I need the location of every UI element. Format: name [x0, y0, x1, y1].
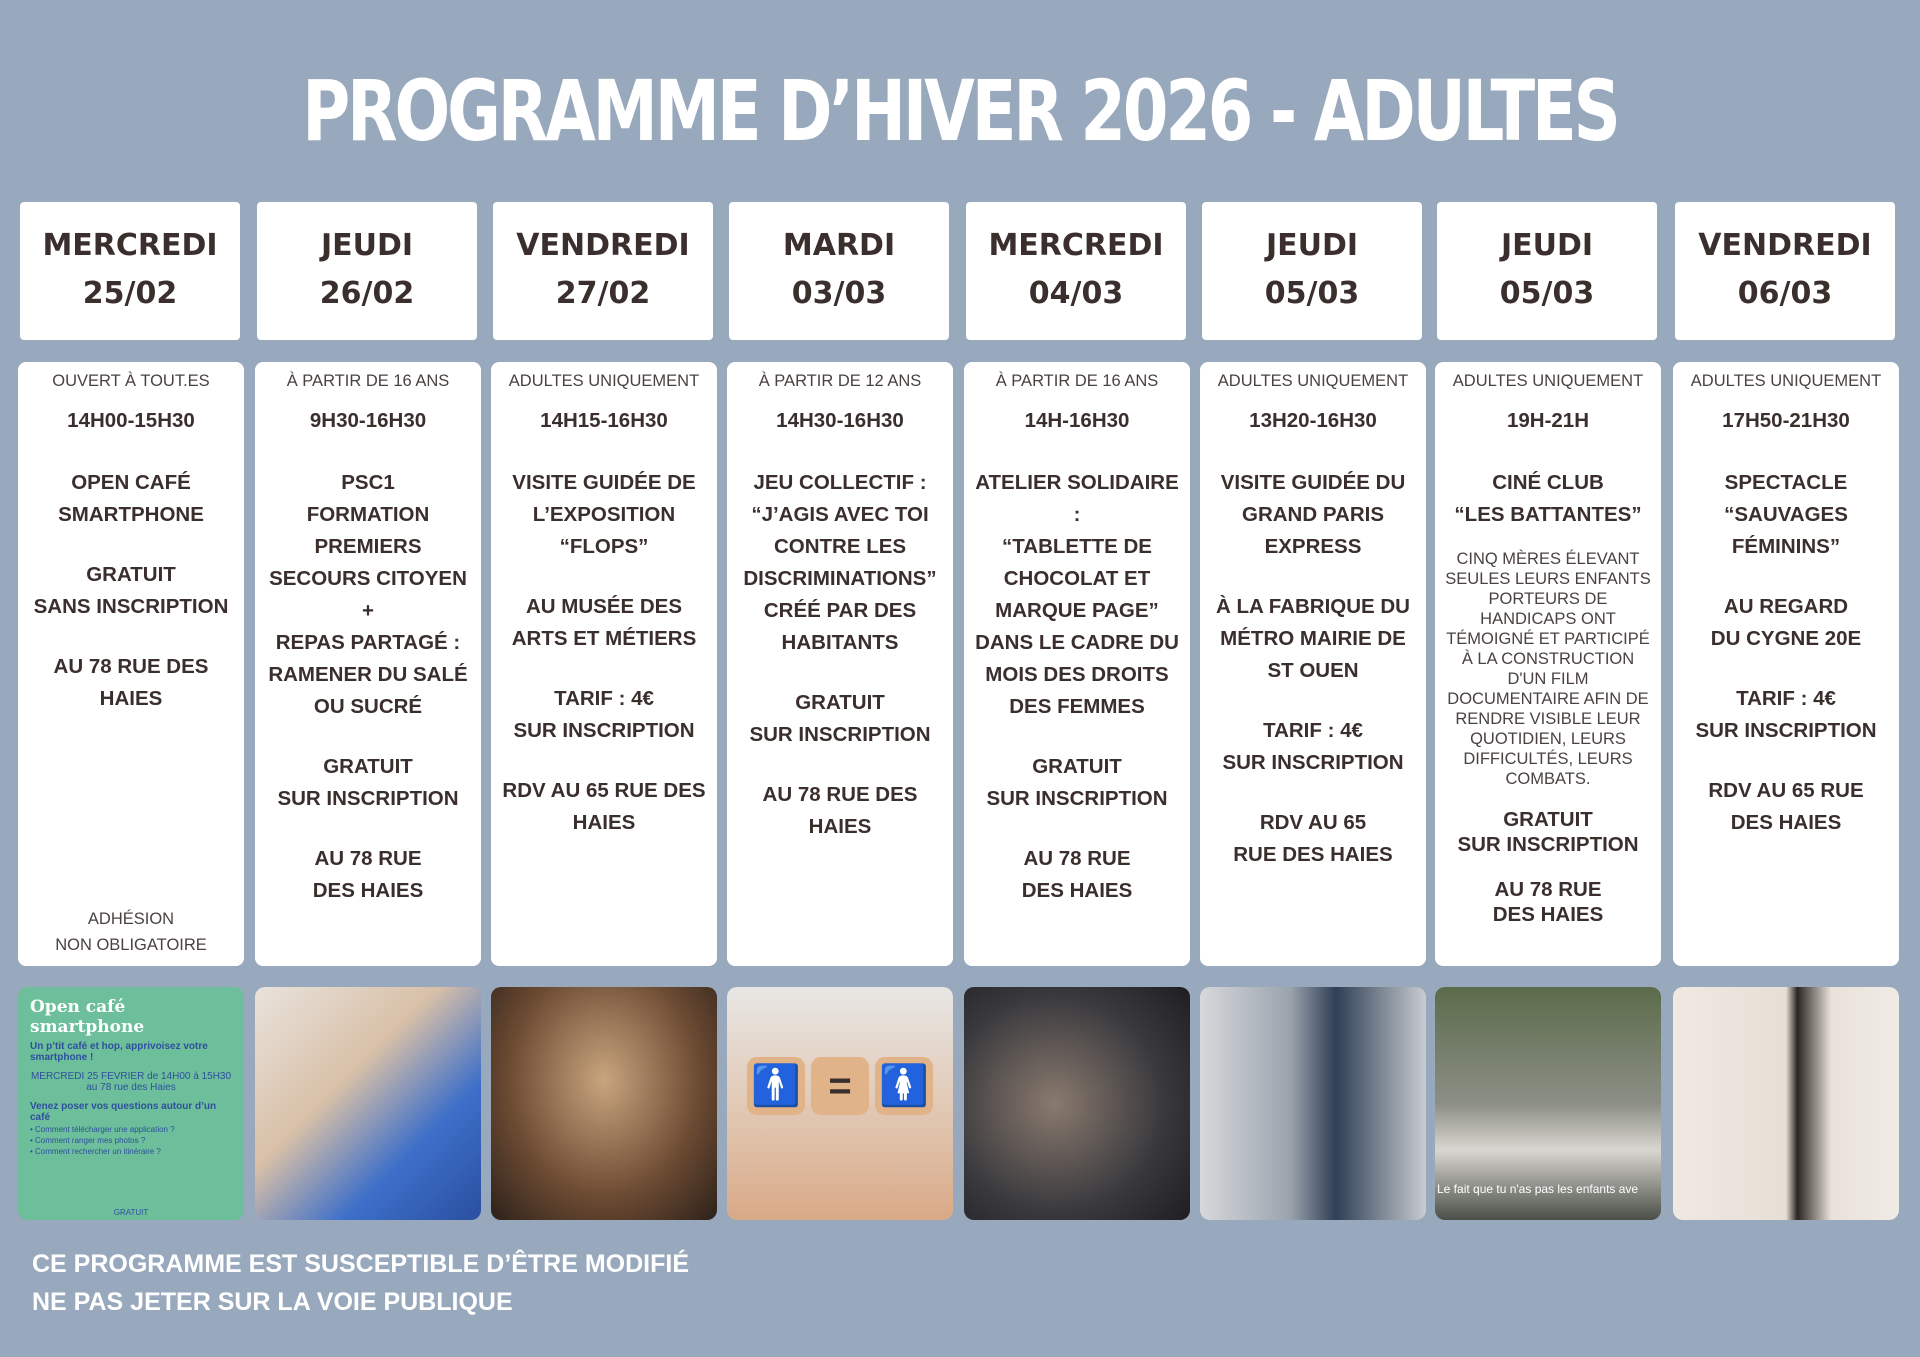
event-image	[1200, 987, 1426, 1220]
event-line: CINÉ CLUB	[1492, 471, 1604, 494]
audience: ADULTES UNIQUEMENT	[1217, 372, 1409, 390]
event-time: 19H-21H	[1506, 409, 1590, 432]
event-line: OPEN CAFÉ	[71, 471, 191, 494]
event-line: DES FEMMES	[1009, 695, 1145, 718]
event-line: JEU COLLECTIF :	[753, 471, 927, 494]
event-line: RUE DES HAIES	[1233, 843, 1393, 866]
event-line: GRATUIT	[86, 563, 176, 586]
day-header	[1675, 202, 1895, 340]
day-date: 05/03	[1264, 276, 1360, 311]
event-line: OU SUCRÉ	[313, 695, 423, 718]
event-line: ARTS ET MÉTIERS	[511, 627, 697, 650]
footer-notice-2: NE PAS JETER SUR LA VOIE PUBLIQUE	[32, 1288, 513, 1316]
audience: ADULTES UNIQUEMENT	[1452, 372, 1644, 390]
event-line: TARIF : 4€	[1736, 687, 1836, 710]
event-line: RDV AU 65 RUE	[1708, 779, 1864, 802]
event-note: NON OBLIGATOIRE	[55, 936, 207, 954]
audience: ADULTES UNIQUEMENT	[1690, 372, 1882, 390]
event-line: SPECTACLE	[1724, 471, 1848, 494]
poster-when: MERCREDI 25 FEVRIER de 14H00 à 15H30	[30, 1071, 232, 1082]
event-card	[255, 362, 481, 966]
event-card	[18, 362, 244, 966]
event-line: PSC1	[341, 471, 395, 494]
event-line: À LA FABRIQUE DU	[1216, 595, 1410, 618]
event-image	[255, 987, 481, 1220]
event-line: GRAND PARIS	[1242, 503, 1384, 526]
event-image	[1435, 987, 1661, 1220]
event-time: 14H30-16H30	[776, 409, 904, 432]
event-line: RAMENER DU SALÉ	[268, 663, 468, 686]
event-line: SUR INSCRIPTION	[1457, 833, 1639, 856]
day-name: JEUDI	[1500, 228, 1594, 263]
event-line: REPAS PARTAGÉ :	[275, 631, 461, 654]
event-line: DES HAIES	[312, 879, 424, 902]
event-line: ATELIER SOLIDAIRE :	[975, 471, 1179, 526]
event-line: GRATUIT	[1503, 808, 1593, 831]
event-time: 14H-16H30	[1024, 409, 1130, 432]
event-line: HAIES	[572, 811, 636, 834]
audience: À PARTIR DE 12 ANS	[758, 372, 922, 390]
event-card	[964, 362, 1190, 966]
poster-free: GRATUIT	[113, 1208, 149, 1217]
day-date: 04/03	[1028, 276, 1124, 311]
day-date: 26/02	[319, 276, 415, 311]
film-caption: Le fait que tu n'as pas les enfants ave	[1437, 1182, 1639, 1196]
event-note: ADHÉSION	[87, 910, 175, 928]
event-time: 14H15-16H30	[540, 409, 668, 432]
event-line: AU 78 RUE	[1494, 878, 1602, 901]
event-line: SUR INSCRIPTION	[749, 723, 931, 746]
event-card	[727, 362, 953, 966]
event-line: AU REGARD	[1723, 595, 1849, 618]
event-line: DANS LE CADRE DU	[975, 631, 1179, 654]
event-line: MARQUE PAGE”	[995, 599, 1159, 622]
day-date: 25/02	[82, 276, 178, 311]
day-name: JEUDI	[320, 228, 414, 263]
event-card	[491, 362, 717, 966]
poster-where: au 78 rue des Haies	[86, 1082, 176, 1093]
event-line: “TABLETTE DE	[1002, 535, 1152, 558]
event-line: SUR INSCRIPTION	[277, 787, 459, 810]
event-line: SUR INSCRIPTION	[513, 719, 695, 742]
event-image	[1673, 987, 1899, 1220]
event-line: DES HAIES	[1730, 811, 1842, 834]
event-image	[964, 987, 1190, 1220]
event-line: DISCRIMINATIONS”	[743, 567, 937, 590]
poster-bullet: Comment rechercher un itinéraire ?	[35, 1147, 161, 1156]
event-line: L’EXPOSITION	[532, 503, 676, 526]
event-description: CINQ MÈRES ÉLEVANT SEULES LEURS ENFANTS PORTEURS DE HANDICAPS ONT TÉMOIGNÉ ET PARTICIPÉ À LA CONSTRUCTION D'UN FILM DOCUMENTAIRE AFIN DE RENDRE VISIBLE LEUR QUOTIDIEN, LEURS DIFFICULTÉS, LEURS COMBATS.	[1445, 550, 1651, 788]
day-header	[1437, 202, 1657, 340]
event-line: EXPRESS	[1264, 535, 1362, 558]
event-image	[491, 987, 717, 1220]
event-line: TARIF : 4€	[554, 687, 654, 710]
day-name: JEUDI	[1265, 228, 1359, 263]
event-line: CRÉÉ PAR DES	[763, 599, 917, 622]
event-line: SUR INSCRIPTION	[1695, 719, 1877, 742]
audience: À PARTIR DE 16 ANS	[995, 372, 1159, 390]
event-card	[1435, 362, 1661, 966]
day-name: MARDI	[782, 228, 896, 263]
day-name: MERCREDI	[42, 228, 218, 263]
event-time: 9H30-16H30	[309, 409, 427, 432]
day-header	[729, 202, 949, 340]
event-line: AU 78 RUE DES	[53, 655, 209, 678]
day-header	[257, 202, 477, 340]
man-icon: 🚹	[747, 1057, 805, 1115]
event-line: PREMIERS	[314, 535, 422, 558]
event-line: VISITE GUIDÉE DE	[512, 471, 696, 494]
event-line: DES HAIES	[1492, 903, 1604, 926]
poster-title: Open café smartphone	[30, 997, 145, 1037]
event-line: AU 78 RUE	[314, 847, 422, 870]
event-line: HABITANTS	[781, 631, 899, 654]
day-name: VENDREDI	[1698, 228, 1872, 263]
audience: OUVERT À TOUT.ES	[52, 372, 210, 390]
footer-notice-1: CE PROGRAMME EST SUSCEPTIBLE D’ÊTRE MODIFIÉ	[32, 1250, 689, 1278]
event-image: Open café smartphone Un p’tit café et hop, apprivoisez votre smartphone ! MERCREDI 25 FEVRIER de 14H00 à 15H30 au 78 rue des Haies Venez poser vos questions autour d’un café • Comment télécharger une application ? • Comment ranger mes photos ? • Comment rechercher un itinéraire ? GRATUIT	[18, 987, 244, 1220]
event-line: GRATUIT	[323, 755, 413, 778]
event-line: MOIS DES DROITS	[985, 663, 1169, 686]
event-card	[1200, 362, 1426, 966]
event-line: +	[362, 599, 374, 622]
woman-icon: 🚺	[875, 1057, 933, 1115]
event-line: AU MUSÉE DES	[525, 595, 683, 618]
event-line: “LES BATTANTES”	[1454, 503, 1642, 526]
page-title: PROGRAMME D’HIVER 2026 - ADULTES	[302, 62, 1618, 160]
day-header	[493, 202, 713, 340]
event-line: SMARTPHONE	[58, 503, 204, 526]
day-date: 03/03	[791, 276, 887, 311]
event-card	[1673, 362, 1899, 966]
event-line: FÉMININS”	[1731, 535, 1841, 558]
poster-prompt: Venez poser vos questions autour d’un café	[30, 1101, 217, 1123]
day-date: 27/02	[555, 276, 651, 311]
day-header	[1202, 202, 1422, 340]
event-line: “FLOPS”	[559, 535, 649, 558]
event-line: SECOURS CITOYEN	[269, 567, 467, 590]
event-line: AU 78 RUE DES	[762, 783, 918, 806]
poster-bullet: Comment télécharger une application ?	[35, 1125, 175, 1134]
equal-icon: =	[811, 1057, 869, 1115]
event-line: VISITE GUIDÉE DU	[1220, 471, 1406, 494]
event-line: SUR INSCRIPTION	[1222, 751, 1404, 774]
audience: À PARTIR DE 16 ANS	[286, 372, 450, 390]
event-image	[727, 987, 953, 1220]
poster-bullet: Comment ranger mes photos ?	[35, 1136, 146, 1145]
event-line: SUR INSCRIPTION	[986, 787, 1168, 810]
day-name: VENDREDI	[516, 228, 690, 263]
event-line: ST OUEN	[1267, 659, 1359, 682]
event-line: CHOCOLAT ET	[1003, 567, 1151, 590]
day-header	[20, 202, 240, 340]
event-line: “J’AGIS AVEC TOI	[751, 503, 929, 526]
event-line: FORMATION	[306, 503, 430, 526]
event-line: HAIES	[99, 687, 163, 710]
event-line: DES HAIES	[1021, 879, 1133, 902]
event-line: TARIF : 4€	[1263, 719, 1363, 742]
day-date: 06/03	[1737, 276, 1833, 311]
event-line: MÉTRO MAIRIE DE	[1220, 627, 1406, 650]
day-header	[966, 202, 1186, 340]
event-line: SANS INSCRIPTION	[33, 595, 229, 618]
event-time: 13H20-16H30	[1249, 409, 1377, 432]
event-line: RDV AU 65 RUE DES	[502, 779, 706, 802]
audience: ADULTES UNIQUEMENT	[508, 372, 700, 390]
event-time: 17H50-21H30	[1722, 409, 1850, 432]
event-line: “SAUVAGES	[1724, 503, 1848, 526]
event-line: DU CYGNE 20E	[1710, 627, 1862, 650]
day-date: 05/03	[1499, 276, 1595, 311]
event-line: AU 78 RUE	[1023, 847, 1131, 870]
event-line: GRATUIT	[1032, 755, 1122, 778]
event-line: GRATUIT	[795, 691, 885, 714]
event-line: CONTRE LES	[773, 535, 907, 558]
event-time: 14H00-15H30	[67, 409, 195, 432]
event-line: HAIES	[808, 815, 872, 838]
poster-subtitle: Un p’tit café et hop, apprivoisez votre smartphone !	[30, 1041, 208, 1063]
day-name: MERCREDI	[988, 228, 1164, 263]
event-line: RDV AU 65	[1259, 811, 1367, 834]
